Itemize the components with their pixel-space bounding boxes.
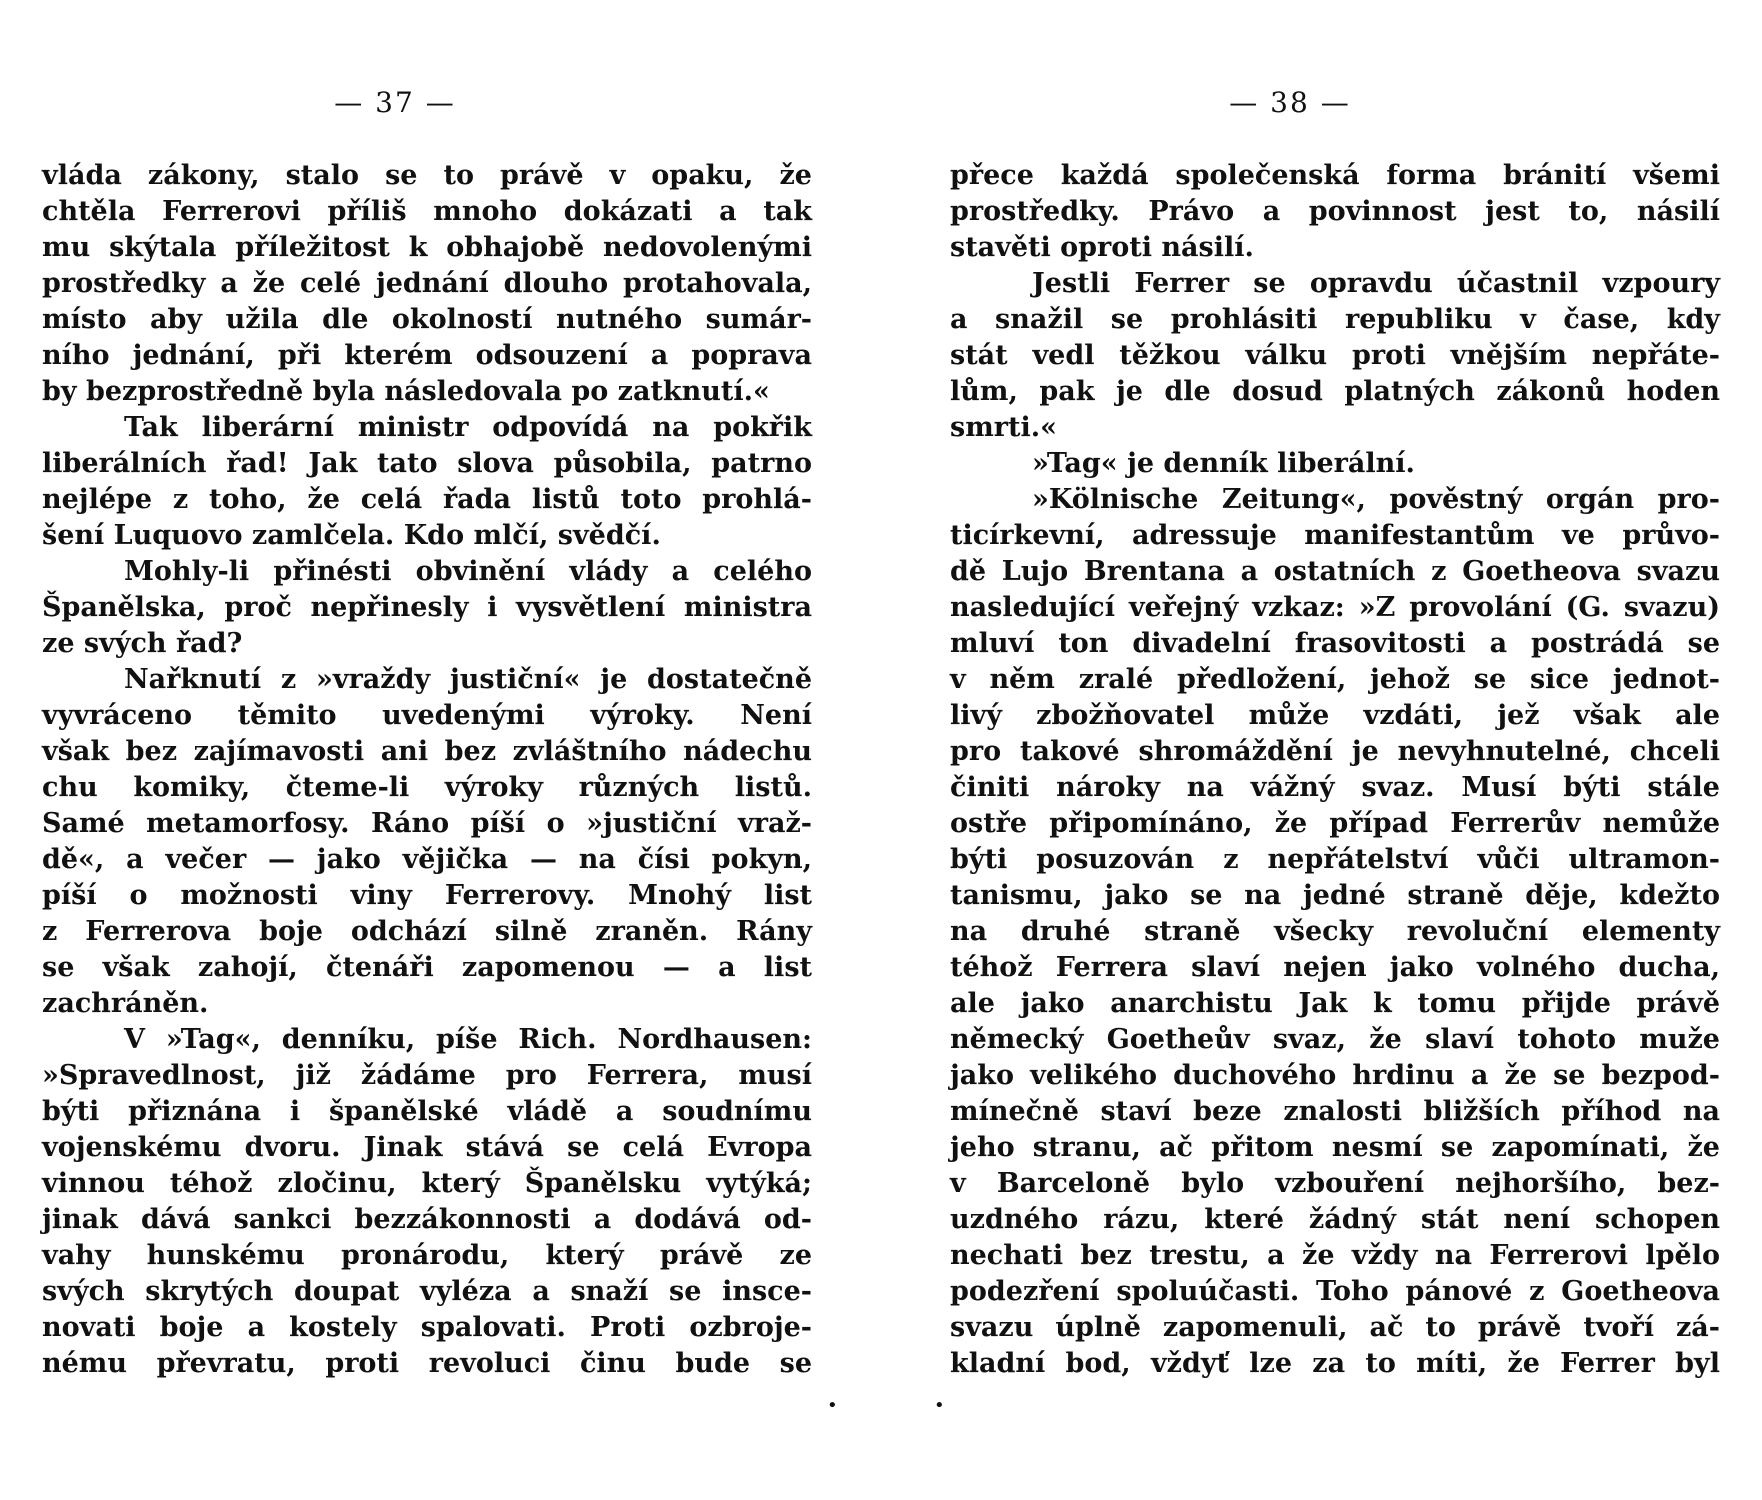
text-line: Mohly-li přinésti obvinění vlády a celého (124, 556, 812, 587)
text-line: na druhé straně všecky revoluční elementy (950, 916, 1720, 947)
text-line: »Spravedlnost, již žádáme pro Ferrera, musí (42, 1060, 812, 1091)
text-line: šení Luquovo zamlčela. Kdo mlčí, svědčí. (42, 520, 661, 551)
text-line: tanismu, jako se na jedné straně děje, kdežto (950, 880, 1720, 911)
text-line: vahy hunskému pronárodu, který právě ze (42, 1240, 812, 1271)
text-line: lům, pak je dle dosud platných zákonů hoden (950, 376, 1720, 407)
text-line: novati boje a kostely spalovati. Proti ozbroje- (42, 1312, 812, 1343)
text-line: nému převratu, proti revoluci činu bude se (42, 1348, 812, 1379)
text-line: činiti nároky na vážný svaz. Musí býti stále (950, 772, 1720, 803)
text-line: Samé metamorfosy. Ráno píší o »justiční vraž- (42, 808, 812, 839)
text-line: vláda zákony, stalo se to právě v opaku, že (42, 160, 812, 191)
text-line: v něm zralé předložení, jehož se sice jednot- (950, 664, 1720, 695)
text-line: z Ferrerova boje odchází silně zraněn. Rány (42, 916, 812, 947)
text-line: »Kölnische Zeitung«, pověstný orgán pro- (1032, 484, 1720, 515)
text-line: livý zbožňovatel může vzdáti, jež však ale (950, 700, 1720, 731)
text-line: ticírkevní, adressuje manifestantům ve průvo- (950, 520, 1720, 551)
text-line: přece každá společenská forma bránití všemi (950, 160, 1720, 191)
text-line: pro takové shromáždění je nevyhnutelné, chceli (950, 736, 1720, 767)
text-line: stát vedl těžkou válku proti vnějším nepřáte- (950, 340, 1720, 371)
text-line: prostředky a že celé jednání dlouho protahovala, (42, 268, 812, 299)
text-line: podezření spoluúčasti. Toho pánové z Goetheova (950, 1276, 1720, 1307)
text-line: mínečně staví beze znalosti bližších příhod na (950, 1096, 1720, 1127)
text-line: se však zahojí, čtenáři zapomenou — a list (42, 952, 812, 983)
text-line: téhož Ferrera slaví nejen jako volného ducha, (950, 952, 1720, 983)
page-number-37: — 37 — (334, 86, 456, 119)
text-line: prostředky. Právo a povinnost jest to, násilí (950, 196, 1720, 227)
text-line: svazu úplně zapomenuli, ač to právě tvoří zá- (950, 1312, 1720, 1343)
bullet-marker: • (827, 1395, 838, 1416)
text-line: jeho stranu, ač přitom nesmí se zapomínati, že (950, 1132, 1720, 1163)
text-line: Tak liberární ministr odpovídá na pokřik (124, 412, 812, 443)
text-line: píší o možnosti viny Ferrerovy. Mnohý list (42, 880, 812, 911)
text-line: a snažil se prohlásiti republiku v čase, kdy (950, 304, 1720, 335)
right-page (934, 0, 1720, 1500)
text-line: v Barceloně bylo vzbouření nejhoršího, bez- (950, 1168, 1720, 1199)
text-line: vyvráceno těmito uvedenými výroky. Není (42, 700, 812, 731)
text-line: jinak dává sankci bezzákonnosti a dodává od- (42, 1204, 812, 1235)
text-line: Španělska, proč nepřinesly i vysvětlení ministra (42, 592, 812, 623)
page-number-38: — 38 — (1229, 86, 1351, 119)
text-line: vinnou téhož zločinu, který Španělsku vytýká; (42, 1168, 812, 1199)
right-page-text (950, 158, 1720, 1382)
text-line: nejlépe z toho, že celá řada listů toto prohlá- (42, 484, 812, 515)
text-line: chu komiky, čteme-li výroky různých listů. (42, 772, 812, 803)
text-line: Jestli Ferrer se opravdu účastnil vzpoury (1032, 268, 1720, 299)
text-line: ního jednání, při kterém odsouzení a poprava (42, 340, 812, 371)
text-line: nasledující veřejný vzkaz: »Z provolání (G. svazu) (950, 592, 1720, 623)
text-line: býti přiznána i španělské vládě a soudnímu (42, 1096, 812, 1127)
bullet-marker: • (934, 1395, 945, 1416)
text-line: Nařknutí z »vraždy justiční« je dostatečně (124, 664, 812, 695)
text-line: V »Tag«, denníku, píše Rich. Nordhausen: (124, 1024, 812, 1055)
text-line: mu skýtala příležitost k obhajobě nedovolenými (42, 232, 812, 263)
text-line: stavěti oproti násilí. (950, 232, 1254, 263)
text-line: »Tag« je denník liberální. (1032, 448, 1415, 479)
text-line: jako velikého duchového hrdinu a že se bezpod- (950, 1060, 1720, 1091)
text-line: smrti.« (950, 412, 1057, 443)
text-line: dě«, a večer — jako vějička — na čísi pokyn, (42, 844, 812, 875)
text-line: nechati bez trestu, a že vždy na Ferrerovi lpělo (950, 1240, 1720, 1271)
text-line: ale jako anarchistu Jak k tomu přijde právě (950, 988, 1720, 1019)
text-line: ze svých řad? (42, 628, 243, 659)
text-line: místo aby užila dle okolností nutného sumár- (42, 304, 812, 335)
text-line: zachráněn. (42, 988, 209, 1019)
text-line: ostře připomínáno, že případ Ferrerův nemůže (950, 808, 1720, 839)
text-line: mluví ton divadelní frasovitosti a postrádá se (950, 628, 1720, 659)
text-line: liberálních řad! Jak tato slova působila, patrno (42, 448, 812, 479)
left-page-text (42, 158, 812, 1382)
text-line: býti posuzován z nepřátelství vůči ultramon- (950, 844, 1720, 875)
left-page (42, 0, 838, 1500)
text-line: svých skrytých doupat vyléza a snaží se insce- (42, 1276, 812, 1307)
text-line: chtěla Ferrerovi příliš mnoho dokázati a tak (42, 196, 812, 227)
text-line: vojenskému dvoru. Jinak stává se celá Evropa (42, 1132, 812, 1163)
text-line: uzdného rázu, které žádný stát není schopen (950, 1204, 1720, 1235)
text-line: kladní bod, vždyť lze za to míti, že Ferrer byl (950, 1348, 1720, 1379)
text-line: německý Goetheův svaz, že slaví tohoto muže (950, 1024, 1720, 1055)
text-line: však bez zajímavosti ani bez zvláštního nádechu (42, 736, 812, 767)
text-line: by bezprostředně byla následovala po zatknutí.« (42, 376, 770, 407)
text-line: dě Lujo Brentana a ostatních z Goetheova svazu (950, 556, 1720, 587)
